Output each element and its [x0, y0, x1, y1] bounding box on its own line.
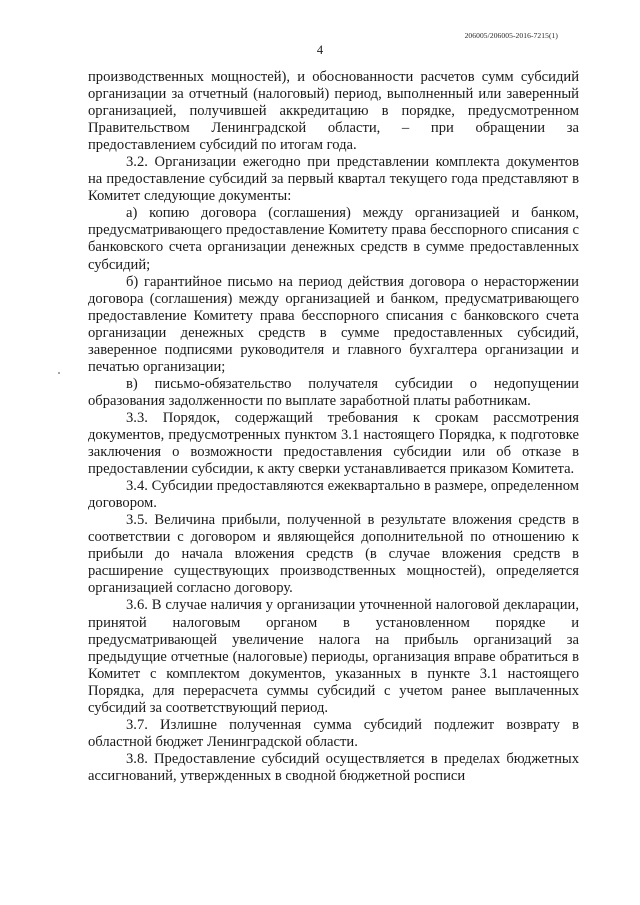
paragraph-3-2-v: в) письмо-обязательство получателя субсидии о недопущении образования задолженности по выплате заработной платы работникам.	[88, 375, 579, 409]
paragraph-3-5: 3.5. Величина прибыли, полученной в результате вложения средств в соответствии с договором и являющейся дополнительной по отношению к прибыли до начала вложения средств (в случае вложения средств в расширение существующих производственных мощностей), определяется организацией согласно договору.	[88, 512, 579, 597]
paragraph-3-7: 3.7. Излишне полученная сумма субсидий подлежит возврату в областной бюджет Ленинградской области.	[88, 716, 579, 750]
paragraph-3-4: 3.4. Субсидии предоставляются ежеквартально в размере, определенном договором.	[88, 478, 579, 512]
paragraph-3-2-b: б) гарантийное письмо на период действия договора о нерасторжении договора (соглашения) между организацией и банком, предусматривающего предоставление Комитету права бесспорного списания с банковского счета организации денежных средств в сумме предоставленных субсидий, заверенное подписями руководителя и главного бухгалтера организации и печатью организации;	[88, 273, 579, 375]
paragraph-3-2-a: а) копию договора (соглашения) между организацией и банком, предусматривающего предоставление Комитету права бесспорного списания с банковского счета организации денежных средств в сумме предоставленных субсидий;	[88, 205, 579, 273]
document-body	[88, 69, 579, 785]
paragraph-3-6: 3.6. В случае наличия у организации уточненной налоговой декларации, принятой налоговым органом в установленном порядке и предусматривающей увеличение налога на прибыль организаций за предыдущие отчетные (налоговые) периоды, организация вправе обратиться в Комитет с комплектом документов, указанных в пункте 3.1 настоящего Порядка, для перерасчета суммы субсидий с учетом ранее выплаченных субсидий за соответствующий период.	[88, 597, 579, 716]
page-number: 4	[316, 43, 324, 57]
scan-speck	[58, 372, 60, 374]
paragraph-continuation: производственных мощностей), и обоснованности расчетов сумм субсидий организации за отчетный (налоговый) период, выполненный или заверенный организацией, получившей аккредитацию в порядке, предусмотренном Правительством Ленинградской области, – при обращении за предоставлением субсидий по итогам года.	[88, 69, 579, 154]
paragraph-3-8: 3.8. Предоставление субсидий осуществляется в пределах бюджетных ассигнований, утвержденных в сводной бюджетной росписи	[88, 750, 579, 784]
paragraph-3-2: 3.2. Организации ежегодно при представлении комплекта документов на предоставление субсидий за первый квартал текущего года представляют в Комитет следующие документы:	[88, 154, 579, 205]
paragraph-3-3: 3.3. Порядок, содержащий требования к срокам рассмотрения документов, предусмотренных пунктом 3.1 настоящего Порядка, к подготовке заключения о возможности предоставления субсидии или об отказе в предоставлении субсидии, к акту сверки устанавливается приказом Комитета.	[88, 409, 579, 478]
document-id: 206005/206005-2016-7215(1)	[464, 31, 558, 40]
